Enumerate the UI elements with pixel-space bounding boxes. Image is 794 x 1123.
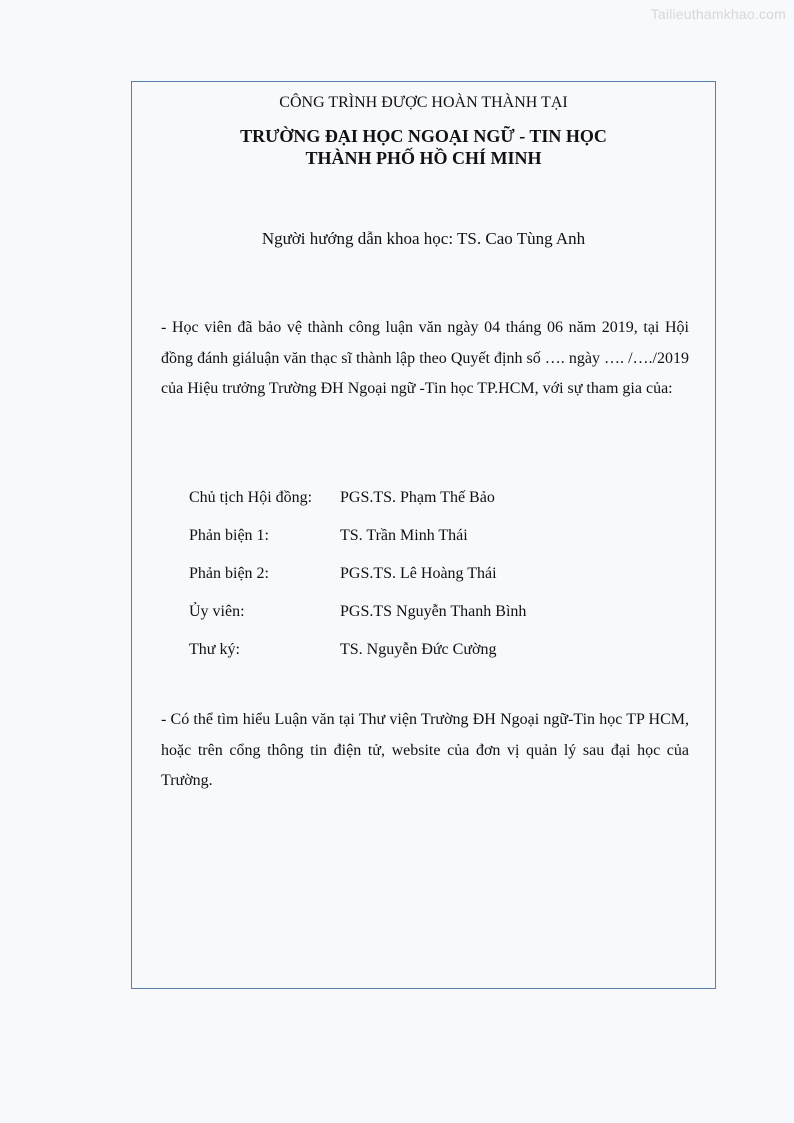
committee-role: Ủy viên: <box>189 603 245 620</box>
committee-role: Phản biện 1: <box>189 527 269 544</box>
committee-list <box>189 479 526 669</box>
committee-member: PGS.TS Nguyễn Thanh Bình <box>340 603 527 620</box>
committee-member: TS. Nguyễn Đức Cường <box>340 641 497 658</box>
committee-member: PGS.TS. Lê Hoàng Thái <box>340 565 497 582</box>
library-paragraph: - Có thể tìm hiểu Luận văn tại Thư viện Trường ĐH Ngoại ngữ-Tin học TP HCM, hoặc trên cổng thông tin điện tử, website của đơn vị quản lý sau đại học của Trường. <box>161 711 689 789</box>
committee-row-reviewer-2 <box>189 555 526 593</box>
watermark-text: Tailieuthamkhao.com <box>650 6 786 22</box>
committee-role: Phản biện 2: <box>189 565 269 582</box>
defense-paragraph: - Học viên đã bảo vệ thành công luận văn ngày 04 tháng 06 năm 2019, tại Hội đồng đánh giáluận văn thạc sĩ thành lập theo Quyết định số …. ngày …. /…./2019 của Hiệu trưởng Trường ĐH Ngoại ngữ -Tin học TP.HCM, với sự tham gia của: <box>161 319 689 397</box>
advisor-line: Người hướng dẫn khoa học: TS. Cao Tùng Anh <box>261 229 586 248</box>
committee-member: TS. Trần Minh Thái <box>340 527 468 544</box>
header-intro: CÔNG TRÌNH ĐƯỢC HOÀN THÀNH TẠI <box>279 94 568 111</box>
committee-role: Chủ tịch Hội đồng: <box>189 489 313 506</box>
committee-row-secretary <box>189 631 526 669</box>
school-name-line2: THÀNH PHỐ HỒ CHÍ MINH <box>305 148 542 168</box>
committee-row-chair <box>189 479 526 517</box>
committee-role: Thư ký: <box>189 641 240 658</box>
committee-row-reviewer-1 <box>189 517 526 555</box>
school-name-line1: TRƯỜNG ĐẠI HỌC NGOẠI NGỮ - TIN HỌC <box>240 126 607 146</box>
committee-row-member <box>189 593 526 631</box>
committee-member: PGS.TS. Phạm Thế Bảo <box>340 489 495 506</box>
